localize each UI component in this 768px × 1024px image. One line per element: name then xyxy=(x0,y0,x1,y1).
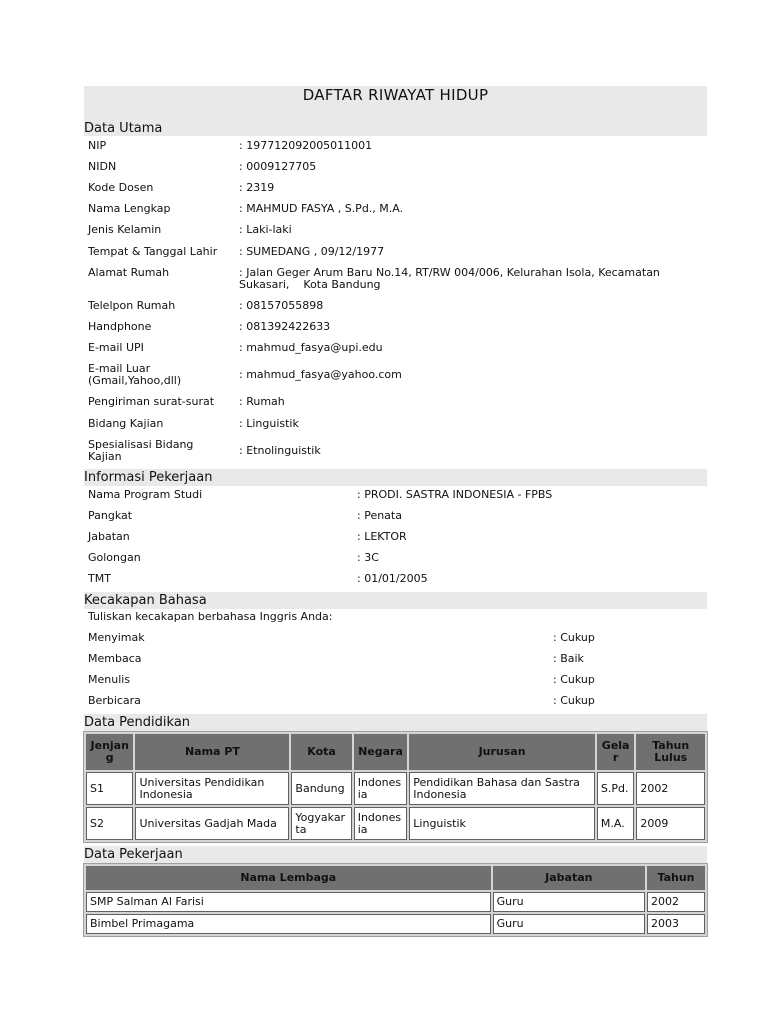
label-line-2: (Gmail,Yahoo,dll) xyxy=(88,374,182,387)
label: Handphone xyxy=(88,320,152,333)
cell-nama-pt: Universitas Pendidikan Indonesia xyxy=(135,772,289,805)
value: : Cukup xyxy=(553,694,595,707)
cell-gelar: M.A. xyxy=(597,807,635,840)
cell-jenjang: S1 xyxy=(86,772,133,805)
value: : PRODI. SASTRA INDONESIA - FPBS xyxy=(357,488,553,501)
label: Jenis Kelamin xyxy=(88,223,162,236)
label: Nama Lengkap xyxy=(88,202,171,215)
label: NIP xyxy=(88,139,107,152)
kecakapan-bahasa-section xyxy=(84,609,707,714)
table-header-row xyxy=(86,866,705,890)
value: : Rumah xyxy=(239,395,285,408)
value: : 01/01/2005 xyxy=(357,572,428,585)
col-header-jabatan: Jabatan xyxy=(493,866,645,890)
label: Tempat & Tanggal Lahir xyxy=(88,245,218,258)
table-row xyxy=(86,772,705,805)
label-line-2: Kajian xyxy=(88,450,122,463)
title-bar xyxy=(84,86,707,136)
label: Bidang Kajian xyxy=(88,417,164,430)
label: Menulis xyxy=(88,673,131,686)
section-heading-informasi-pekerjaan: Informasi Pekerjaan xyxy=(84,469,707,486)
cell-nama-lembaga: Bimbel Primagama xyxy=(86,914,491,934)
section-heading-data-utama: Data Utama xyxy=(84,121,163,136)
informasi-pekerjaan-section xyxy=(84,486,707,592)
section-heading-kecakapan-bahasa: Kecakapan Bahasa xyxy=(84,592,707,609)
table-row xyxy=(86,892,705,912)
cell-kota: Yogyakarta xyxy=(291,807,351,840)
table-row xyxy=(86,807,705,840)
value: : Laki-laki xyxy=(239,223,292,236)
cell-jabatan: Guru xyxy=(493,892,645,912)
col-header-nama-lembaga: Nama Lembaga xyxy=(86,866,491,890)
value: : Cukup xyxy=(553,631,595,644)
pekerjaan-table xyxy=(83,863,708,937)
document-title: DAFTAR RIWAYAT HIDUP xyxy=(302,86,489,104)
value: : Linguistik xyxy=(239,417,299,430)
cell-jurusan: Pendidikan Bahasa dan Sastra Indonesia xyxy=(409,772,595,805)
cell-tahun-lulus: 2009 xyxy=(636,807,705,840)
label: Menyimak xyxy=(88,631,145,644)
value: : SUMEDANG , 09/12/1977 xyxy=(239,245,385,258)
value: : Penata xyxy=(357,509,402,522)
cv-document xyxy=(84,86,707,937)
value: : 3C xyxy=(357,551,379,564)
label: Jabatan xyxy=(88,530,130,543)
col-header-tahun: Tahun xyxy=(647,866,705,890)
section-heading-data-pekerjaan: Data Pekerjaan xyxy=(84,846,707,863)
value: : Baik xyxy=(553,652,584,665)
value-line-2: Sukasari, Kota Bandung xyxy=(239,278,381,291)
col-header-jenjang: Jenjan g xyxy=(86,734,133,770)
cell-jenjang: S2 xyxy=(86,807,133,840)
pendidikan-table xyxy=(83,731,708,843)
value: : Jalan Geger Arum Baru No.14, RT/RW 004/006, Kelurahan Isola, Kecamatan xyxy=(239,266,660,279)
label: Kode Dosen xyxy=(88,181,154,194)
value: : 08157055898 xyxy=(239,299,324,312)
col-header-kota: Kota xyxy=(291,734,351,770)
cell-nama-pt: Universitas Gadjah Mada xyxy=(135,807,289,840)
cell-negara: Indonesia xyxy=(354,807,408,840)
cell-negara: Indonesia xyxy=(354,772,408,805)
label: Telelpon Rumah xyxy=(88,299,176,312)
value: : MAHMUD FASYA , S.Pd., M.A. xyxy=(239,202,404,215)
col-header-negara: Negara xyxy=(354,734,408,770)
value: : LEKTOR xyxy=(357,530,407,543)
label: Golongan xyxy=(88,551,141,564)
value: : Cukup xyxy=(553,673,595,686)
data-utama-section xyxy=(84,136,707,469)
intro-text: Tuliskan kecakapan berbahasa Inggris Anda: xyxy=(88,610,333,623)
col-header-gelar: Gela r xyxy=(597,734,635,770)
value: : 0009127705 xyxy=(239,160,317,173)
cell-kota: Bandung xyxy=(291,772,351,805)
label: TMT xyxy=(88,572,111,585)
col-header-tahun-lulus: Tahun Lulus xyxy=(636,734,705,770)
label: E-mail UPI xyxy=(88,341,144,354)
label: Alamat Rumah xyxy=(88,266,170,279)
table-row xyxy=(86,914,705,934)
value: : mahmud_fasya@upi.edu xyxy=(239,341,383,354)
col-header-jurusan: Jurusan xyxy=(409,734,595,770)
label: Berbicara xyxy=(88,694,141,707)
value: : mahmud_fasya@yahoo.com xyxy=(239,368,402,381)
label: Pengiriman surat-surat xyxy=(88,395,215,408)
col-header-nama-pt: Nama PT xyxy=(135,734,289,770)
label: Membaca xyxy=(88,652,142,665)
value: : 2319 xyxy=(239,181,275,194)
cell-tahun: 2002 xyxy=(647,892,705,912)
label: Spesialisasi Bidang xyxy=(88,438,194,451)
label: Nama Program Studi xyxy=(88,488,203,501)
cell-tahun: 2003 xyxy=(647,914,705,934)
cell-nama-lembaga: SMP Salman Al Farisi xyxy=(86,892,491,912)
value: : 197712092005011001 xyxy=(239,139,373,152)
value: : Etnolinguistik xyxy=(239,444,321,457)
cell-jurusan: Linguistik xyxy=(409,807,595,840)
cell-jabatan: Guru xyxy=(493,914,645,934)
cell-gelar: S.Pd. xyxy=(597,772,635,805)
cell-tahun-lulus: 2002 xyxy=(636,772,705,805)
label: E-mail Luar xyxy=(88,362,151,375)
value: : 081392422633 xyxy=(239,320,331,333)
table-header-row xyxy=(86,734,705,770)
label: Pangkat xyxy=(88,509,133,522)
label: NIDN xyxy=(88,160,117,173)
section-heading-data-pendidikan: Data Pendidikan xyxy=(84,714,707,731)
